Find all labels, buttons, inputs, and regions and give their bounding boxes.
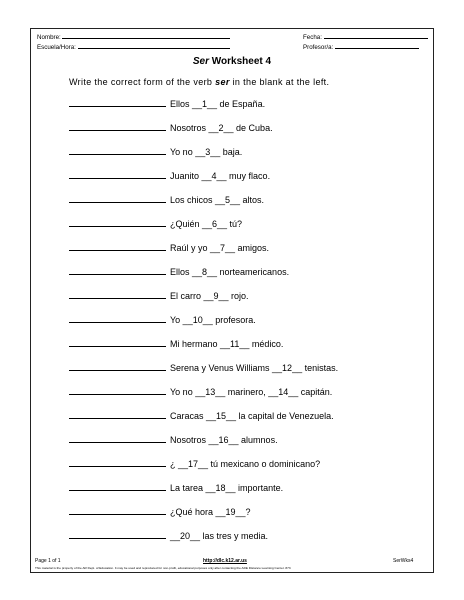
item-text: Ellos __1__ de España. <box>170 99 266 109</box>
item-text: Yo __10__ profesora. <box>170 315 256 325</box>
item-15 <box>69 435 278 447</box>
answer-blank <box>69 171 166 179</box>
instructions-verb: ser <box>215 77 230 87</box>
item-2 <box>69 123 273 135</box>
nombre-field <box>37 32 230 41</box>
worksheet-page <box>30 28 434 573</box>
nombre-label: Nombre: <box>37 34 61 41</box>
footer-page: Page 1 of 1 <box>35 558 61 564</box>
footer-code: SerWks4 <box>393 558 414 564</box>
answer-blank <box>69 483 166 491</box>
answer-blank <box>69 315 166 323</box>
item-1 <box>69 99 265 111</box>
item-16 <box>69 459 320 471</box>
item-text: Ellos __8__ norteamericanos. <box>170 267 290 277</box>
item-12 <box>69 363 338 375</box>
item-7 <box>69 243 269 255</box>
item-4 <box>69 171 270 183</box>
escuela-label: Escuela/Hora: <box>37 44 76 51</box>
item-13 <box>69 387 332 399</box>
answer-blank <box>69 507 166 515</box>
item-3 <box>69 147 242 159</box>
instructions-before: Write the correct form of the verb <box>69 77 216 87</box>
item-text: ¿Qué hora __19__? <box>170 507 251 517</box>
item-text: Los chicos __5__ altos. <box>170 195 265 205</box>
item-text: Nosotros __16__ alumnos. <box>170 435 278 445</box>
item-14 <box>69 411 334 423</box>
answer-blank <box>69 531 166 539</box>
answer-blank <box>69 123 166 131</box>
item-6 <box>69 219 242 231</box>
worksheet-title <box>31 56 433 67</box>
title-rest: Worksheet 4 <box>211 56 272 67</box>
escuela-line <box>78 42 230 49</box>
answer-blank <box>69 387 166 395</box>
item-5 <box>69 195 264 207</box>
item-text: Serena y Venus Williams __12__ tenistas. <box>170 363 339 373</box>
item-text: Juanito __4__ muy flaco. <box>170 171 271 181</box>
item-text: Mi hermano __11__ médico. <box>170 339 284 349</box>
item-text: El carro __9__ rojo. <box>170 291 249 301</box>
item-17 <box>69 483 283 495</box>
profesor-field <box>303 42 419 51</box>
footer-url[interactable]: http://dlc.k12.ar.us <box>203 558 247 564</box>
item-8 <box>69 267 289 279</box>
answer-blank <box>69 243 166 251</box>
item-18 <box>69 507 251 519</box>
item-9 <box>69 291 249 303</box>
answer-blank <box>69 459 166 467</box>
answer-blank <box>69 147 166 155</box>
answer-blank <box>69 411 166 419</box>
answer-blank <box>69 363 166 371</box>
item-text: La tarea __18__ importante. <box>170 483 284 493</box>
item-text: ¿ __17__ tú mexicano o dominicano? <box>170 459 321 469</box>
nombre-line <box>62 32 230 39</box>
item-text: Raúl y yo __7__ amigos. <box>170 243 270 253</box>
fecha-label: Fecha: <box>303 34 322 41</box>
profesor-label: Profesor/a: <box>303 44 334 51</box>
item-text: __20__ las tres y media. <box>170 531 269 541</box>
answer-blank <box>69 99 166 107</box>
instructions-after: in the blank at the left. <box>229 77 330 87</box>
item-text: ¿Quién __6__ tú? <box>170 219 243 229</box>
title-italic: Ser <box>192 56 210 67</box>
item-text: Nosotros __2__ de Cuba. <box>170 123 273 133</box>
fecha-field <box>303 32 428 41</box>
item-10 <box>69 315 256 327</box>
answer-blank <box>69 195 166 203</box>
answer-blank <box>69 267 166 275</box>
profesor-line <box>335 42 419 49</box>
instructions <box>69 77 329 87</box>
item-text: Caracas __15__ la capital de Venezuela. <box>170 411 334 421</box>
answer-blank <box>69 339 166 347</box>
item-text: Yo no __3__ baja. <box>170 147 243 157</box>
item-11 <box>69 339 283 351</box>
answer-blank <box>69 435 166 443</box>
answer-blank <box>69 291 166 299</box>
answer-blank <box>69 219 166 227</box>
fecha-line <box>324 32 428 39</box>
escuela-field <box>37 42 230 51</box>
footer-notice: This material is the property of the AR Dept. of Education. It may be used and reproduced for non-profit, educational purposes only after contacting the ADE Distance Learning Center. 873 <box>35 566 291 570</box>
item-text: Yo no __13__ marinero, __14__ capitán. <box>170 387 333 397</box>
item-19 <box>69 531 268 543</box>
